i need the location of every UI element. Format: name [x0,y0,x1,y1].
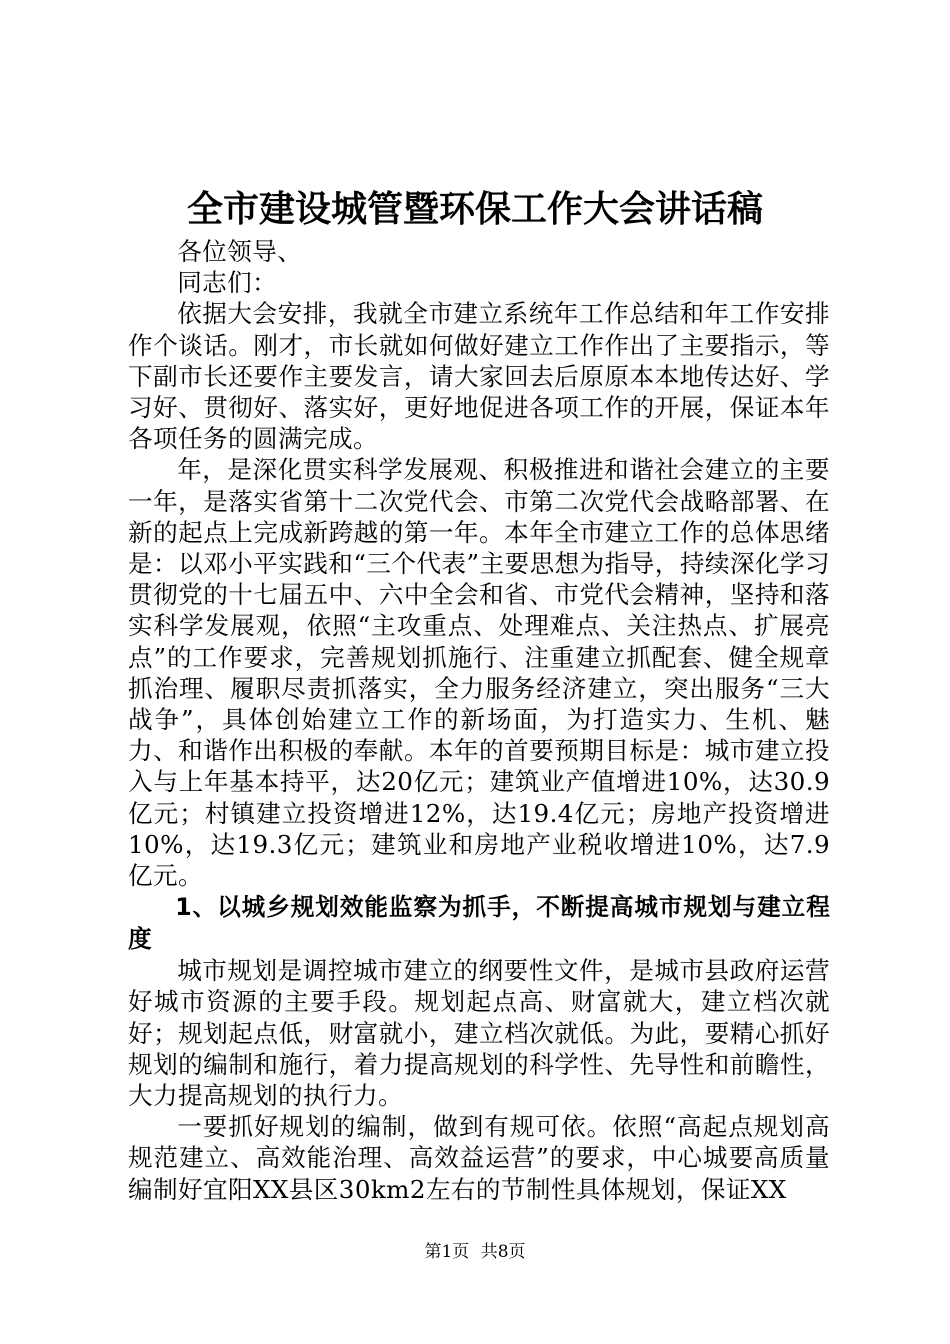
document-body [128,236,830,1205]
body-paragraph: 城市规划是调控城市建立的纲要性文件，是城市县政府运营好城市资源的主要手段。规划起点高、财富就大，建立档次就好；规划起点低，财富就小，建立档次就低。为此，要精心抓好规划的编制和施行，着力提高规划的科学性、先导性和前瞻性，大力提高规划的执行力。 [128,956,830,1111]
body-paragraph: 年，是深化贯实科学发展观、积极推进和谐社会建立的主要一年，是落实省第十二次党代会、市第二次党代会战略部署、在新的起点上完成新跨越的第一年。本年全市建立工作的总体思绪是：以邓小平实践和“三个代表”主要思想为指导，持续深化学习贯彻党的十七届五中、六中全会和省、市党代会精神，坚持和落实科学发展观，依照“主攻重点、处理难点、关注热点、扩展亮点”的工作要求，完善规划抓施行、注重建立抓配套、健全规章抓治理、履职尽责抓落实，全力服务经济建立，突出服务“三大战争”，具体创始建立工作的新场面，为打造实力、生机、魅力、和谐作出积极的奉献。本年的首要预期目标是：城市建立投入与上年基本持平，达20亿元；建筑业产值增进10%，达30.9亿元；村镇建立投资增进12%，达19.4亿元；房地产投资增进10%，达19.3亿元；建筑业和房地产业税收增进10%，达7.9亿元。 [128,455,830,891]
body-paragraph: 依据大会安排，我就全市建立系统年工作总结和年工作安排作个谈话。刚才，市长就如何做好建立工作作出了主要指示，等下副市长还要作主要发言，请大家回去后原原本本地传达好、学习好、贯彻好、落实好，更好地促进各项工作的开展，保证本年各项任务的圆满完成。 [128,299,830,454]
body-paragraph: 一要抓好规划的编制，做到有规可依。依照“高起点规划高规范建立、高效能治理、高效益运营”的要求，中心城要高质量编制好宜阳XX县区30km2左右的节制性具体规划，保证XX [128,1112,830,1204]
salutation-line: 各位领导、 [177,237,303,266]
section-heading: 1、以城乡规划效能监察为抓手，不断提高城市规划与建立程度 [128,893,830,954]
document-title: 全市建设城管暨环保工作大会讲话稿 [186,189,763,230]
page-number-footer: 第1页 共8页 [424,1242,526,1262]
salutation-line: 同志们： [177,268,278,298]
